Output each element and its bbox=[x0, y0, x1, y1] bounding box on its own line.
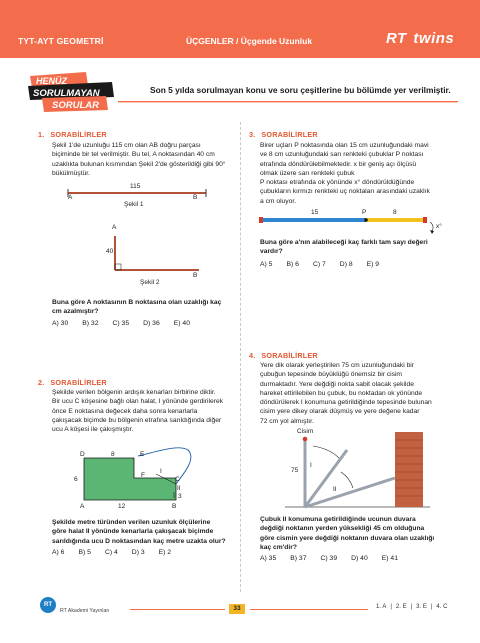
q3-text: Birer uçları P noktasında olan 15 cm uzunluğundaki mavi ve 8 cm uzunluğundaki sarı renkteki çubuklar P noktası etrafında döndürülebilmektedir. x bir geniş açı ölçüsü olmak üzere sarı renkteki çubuk P noktası etrafında ok yönünde x° döndürüldüğünde çubukların kırmızı renkteki uç noktaları arasındaki uzaklık a cm oluyor. bbox=[260, 142, 430, 205]
footer-line-right bbox=[250, 609, 368, 610]
q1-option-a[interactable]: A) 30 bbox=[52, 320, 69, 327]
q3-option-d[interactable]: D) 8 bbox=[339, 261, 353, 268]
q2-option-e[interactable]: E) 2 bbox=[158, 549, 172, 556]
q1-option-e[interactable]: E) 40 bbox=[173, 320, 190, 327]
answer-1: 1. A bbox=[376, 604, 387, 610]
q3-option-b[interactable]: B) 6 bbox=[286, 261, 299, 268]
q4-question: Çubuk II konumuna getirildiğinde ucunun duvara değdiği noktanın yerden yüksekliği 45 cm olduğuna göre cismin yere değdiği noktanın duvara olan uzaklığı kaç cm'dir? bbox=[260, 516, 435, 551]
q2-dir1: I bbox=[160, 468, 162, 475]
q3-question: Buna göre a'nın alabileceği kaç farklı tam sayı değeri vardır? bbox=[260, 239, 428, 256]
q1-fig2-b: B bbox=[193, 272, 198, 279]
intro-text: Son 5 yılda sorulmayan konu ve soru çeşitlerine bu bölümde yer verilmiştir. bbox=[150, 85, 451, 95]
q2-option-d[interactable]: D) 3 bbox=[131, 549, 145, 556]
q1-options bbox=[52, 320, 204, 327]
q2-figure bbox=[76, 446, 216, 508]
q4-option-d[interactable]: D) 40 bbox=[351, 555, 368, 562]
q3-option-e[interactable]: E) 9 bbox=[366, 261, 380, 268]
publisher-name: RT Akademi Yayınları bbox=[60, 608, 110, 614]
unasked-questions-badge bbox=[28, 70, 114, 112]
q4-cisim: Cisim bbox=[297, 428, 314, 435]
q1-fig2-a: A bbox=[112, 224, 117, 231]
q2-dir2: II bbox=[177, 485, 181, 492]
answer-4: 4. C bbox=[436, 604, 448, 610]
q1-fig1-length: 115 bbox=[130, 183, 141, 190]
q1-fig1-b: B bbox=[193, 194, 198, 201]
q4-pos-ii: II bbox=[333, 486, 337, 493]
publisher-logo-icon: RT bbox=[40, 597, 56, 613]
q1-fig2-length: 40 bbox=[106, 248, 114, 255]
q2-e: E bbox=[140, 451, 145, 458]
page-number: 33 bbox=[229, 604, 245, 614]
badge-line3: SORULAR bbox=[52, 100, 99, 111]
header-bar bbox=[0, 0, 480, 58]
q3-heading: 3. SORABİLİRLER bbox=[249, 130, 318, 139]
q2-option-b[interactable]: B) 5 bbox=[78, 549, 91, 556]
answer-key: 1. A | 2. E | 3. E | 4. C bbox=[376, 604, 448, 610]
q4-heading: 4. SORABİLİRLER bbox=[249, 351, 318, 360]
answer-2: 2. E bbox=[395, 604, 407, 610]
q2-f: F bbox=[141, 472, 145, 479]
topic-title: ÜÇGENLER / Üçgende Uzunluk bbox=[186, 36, 313, 46]
q3-blue-length: 15 bbox=[311, 209, 319, 216]
badge-line2: SORULMAYAN bbox=[33, 88, 100, 99]
q1-question: Buna göre A noktasının B noktasına olan uzaklığı kaç cm azalmıştır? bbox=[52, 299, 222, 316]
brand-logo: RT twins bbox=[386, 30, 455, 47]
q4-option-c[interactable]: C) 39 bbox=[320, 555, 338, 562]
q3-figure bbox=[258, 210, 458, 236]
q4-options bbox=[260, 555, 412, 562]
q4-option-e[interactable]: E) 41 bbox=[381, 555, 398, 562]
q4-text: Yere dik olarak yerleştirilen 75 cm uzunluğundaki bir çubuğun tepesinde büyüklüğü önemsiz bir cisim durmaktadır. Yere değdiği nokta sabit olacak şekilde hareket ettirilebilen bu çubuk, bu noktadan ok yönünde döndürülerek I konumuna getirildiğinde tepesinde bulunan cisim yere dikey olarak düşmüş ve yere değene kadar 72 cm yol almıştır. bbox=[260, 362, 432, 425]
q2-text: Şekilde verilen bölgenin ardışık kenarları birbirine diktir. Bir ucu C köşesine bağlı olan halat, I yönünde gerdirilerek önce E noktasına değecek daha sonra kenarlarla çakışacak biçimde bu bölgenin etrafına sarıldığında diğer ucu A köşesi ile çakışmıştır. bbox=[52, 389, 224, 434]
q2-c: C bbox=[175, 476, 180, 483]
intro-box bbox=[118, 80, 458, 102]
q2-bottom-length: 12 bbox=[118, 503, 126, 510]
badge-line1: HENÜZ bbox=[36, 76, 67, 86]
q1-option-c[interactable]: C) 35 bbox=[112, 320, 130, 327]
q1-fig1-caption: Şekil 1 bbox=[124, 201, 144, 208]
q4-pos-i: I bbox=[310, 462, 312, 469]
q2-option-a[interactable]: A) 6 bbox=[52, 549, 65, 556]
q3-option-c[interactable]: C) 7 bbox=[312, 261, 326, 268]
q1-figure2 bbox=[105, 230, 215, 278]
q1-option-b[interactable]: B) 32 bbox=[82, 320, 99, 327]
q3-x: x° bbox=[436, 223, 442, 230]
q1-option-d[interactable]: D) 36 bbox=[143, 320, 160, 327]
q1-fig2-caption: Şekil 2 bbox=[140, 279, 160, 286]
q1-heading: 1. SORABİLİRLER bbox=[38, 130, 107, 139]
q2-a: A bbox=[80, 503, 85, 510]
q4-option-a[interactable]: A) 35 bbox=[260, 555, 277, 562]
q4-figure bbox=[285, 428, 435, 510]
q2-option-c[interactable]: C) 4 bbox=[104, 549, 118, 556]
q2-heading: 2. SORABİLİRLER bbox=[38, 378, 107, 387]
q2-right-length: 3 bbox=[178, 493, 182, 500]
q3-p: P bbox=[362, 209, 367, 216]
q1-fig1-a: A bbox=[68, 194, 73, 201]
q3-yellow-length: 8 bbox=[393, 209, 397, 216]
footer-line-left bbox=[130, 609, 225, 610]
subject-title: TYT-AYT GEOMETRİ bbox=[18, 36, 104, 46]
q2-left-length: 6 bbox=[74, 476, 78, 483]
q4-option-b[interactable]: B) 37 bbox=[290, 555, 307, 562]
q3-option-a[interactable]: A) 5 bbox=[260, 261, 273, 268]
q3-options bbox=[260, 261, 393, 268]
q4-length: 75 bbox=[291, 467, 299, 474]
q2-options bbox=[52, 549, 185, 556]
q2-d: D bbox=[80, 451, 85, 458]
q1-text: Şekil 1'de uzunluğu 115 cm olan AB doğru parçası biçiminde bir tel verilmiştir. Bu tel, A noktasından 40 cm uzaklıkta bulunan kısmından Şekil 2'de gösterildiği gibi 90° bükülmüştür. bbox=[52, 142, 226, 177]
q2-de: 8 bbox=[111, 451, 115, 458]
answer-3: 3. E bbox=[416, 604, 427, 610]
q2-b: B bbox=[172, 503, 177, 510]
q2-question: Şekilde metre türünden verilen uzunluk ölçülerine göre halat II yönünde kenarlarla çakışacak biçimde sarıldığında ucu D noktasından kaç metre uzakta olur? bbox=[52, 519, 226, 545]
column-divider bbox=[240, 122, 241, 592]
